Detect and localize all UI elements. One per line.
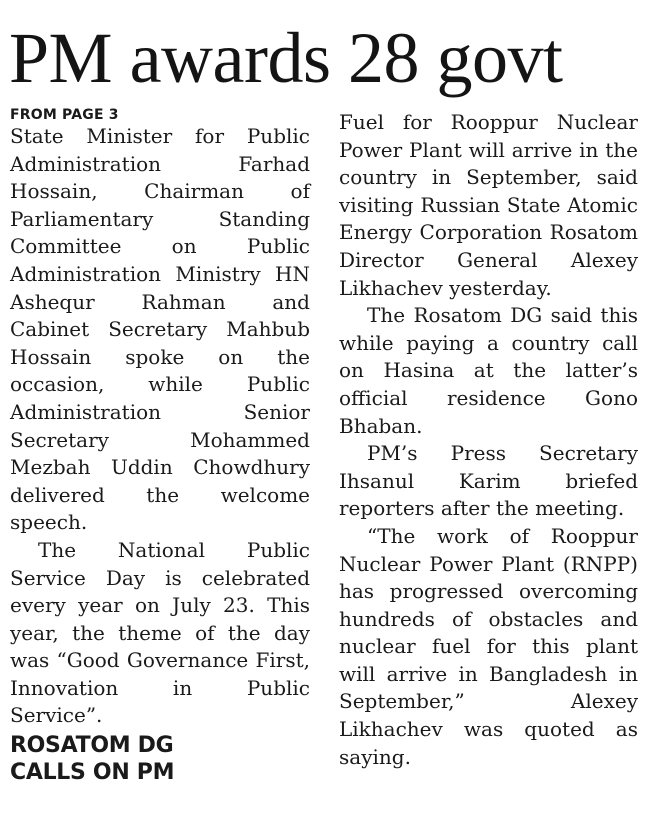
body-paragraph: The National Public Service Day is celebrated every year on July 23. This year, the theme of the day was “Good Governance First, Innovation in Public Service”.: [10, 537, 310, 728]
section-subhead: [10, 732, 310, 786]
subhead-line: CALLS ON PM: [10, 760, 175, 786]
body-paragraph: State Minister for Public Administration Farhad Hossain, Chairman of Parliamentary Standing Committee on Public Administration Ministry HN Ashequr Rahman and Cabinet Secretary Mahbub Hossain spoke on the occasion, while Public Administration Senior Secretary Mohammed Mezbah Uddin Chowdhury delivered the welcome speech.: [10, 124, 310, 535]
article-column-left: [10, 107, 310, 786]
body-paragraph: Fuel for Rooppur Nuclear Power Plant will arrive in the country in September, said visiting Russian State Atomic Energy Corporation Rosatom Director General Alexey Likhachev yesterday.: [339, 110, 638, 300]
continuation-kicker: FROM PAGE 3: [10, 107, 119, 123]
body-paragraph: The Rosatom DG said this while paying a country call on Hasina at the latter’s official residence Gono Bhaban.: [339, 303, 638, 438]
body-paragraph: PM’s Press Secretary Ihsanul Karim briefed reporters after the meeting.: [339, 441, 638, 521]
body-paragraph: “The work of Rooppur Nuclear Power Plant (RNPP) has progressed overcoming hundreds of obstacles and nuclear fuel for this plant will arrive in Bangladesh in September,” Alexey Likhachev was quoted as saying.: [339, 523, 638, 769]
article-column-right: [339, 109, 638, 771]
subhead-line: ROSATOM DG: [10, 733, 174, 759]
headline: PM awards 28 govt: [9, 18, 563, 98]
